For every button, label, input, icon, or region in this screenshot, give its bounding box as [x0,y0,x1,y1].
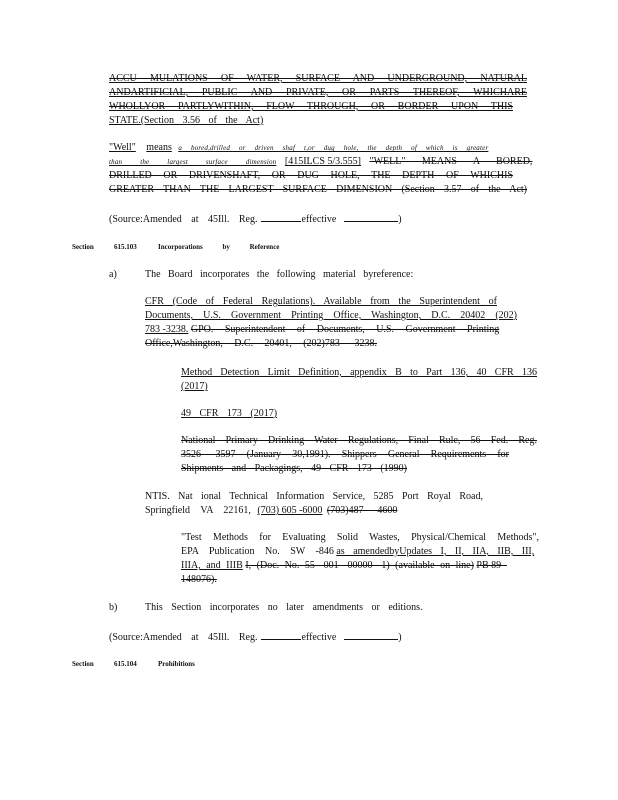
epa-line4: 148076). [181,574,217,585]
item-b-text: This Section incorporates no later amendments or editions. [145,602,423,613]
source-note-2-close: ) [398,632,402,643]
epa-publication: EPA Publication No. SW -846 [181,546,334,557]
ntis-new-phone: (703) 605 -6000 [257,505,323,516]
cfr-line2: Documents, U.S. Government Printing Office, Washington, D.C. 20402 (202) [145,310,517,321]
well-definition-part2: than the largest surface dimension [109,158,277,166]
ntis-line1: NTIS. Nat ional Technical Information Service, 5285 Port Royal Road, [145,491,483,502]
epa-line2 [181,545,541,559]
par1-line4: STATE.(Section 3.56 of the Act) [109,115,264,126]
statute-citation: [415ILCS 5/3.555] [284,156,361,167]
par2-line3: DRILLED OR DRIVENSHAFT, OR DUG HOLE, THE DEPTH OF WHICHIS [109,170,513,181]
epa-old-doc-number: I, (Doc. No. 55 -001 -00000 -1) (available on line) [245,560,474,571]
par2-line1 [109,141,549,155]
source-note-2-text: (Source:Amended at 45Ill. Reg. [109,632,258,643]
par2-line2 [109,155,533,169]
item-b-marker: b) [109,602,118,613]
epa-updates: as amendedbyUpdates I, II, IIA, IIB, III, [336,546,535,557]
cfr-phone: 783 -3238. [145,324,189,335]
gpo-old-address: GPO. Superintendent of Documents, U.S. Government Printing [190,324,500,335]
section-103-title: Incorporations by Reference [158,243,280,251]
source-note-1-text: (Source:Amended at 45Ill. Reg. [109,214,258,225]
item-a-text: The Board incorporates the following material byreference: [145,269,414,280]
register-blank-2 [261,629,301,640]
par1-line2: ANDARTIFICIAL, PUBLIC AND PRIVATE, OR PARTS THEREOF, WHICHARE [109,87,527,98]
epa-pb-number: PB 89 - [476,560,507,571]
par2-line4: GREATER THAN THE LARGEST SURFACE DIMENSION (Section 3.57 of the Act) [109,184,527,195]
cfr-line4: Office,Washington, D.C. 20401, (202)783 -3238. [145,338,377,349]
ntis-old-phone: (703)487 -4600 [326,505,398,516]
epa-line1: "Test Methods for Evaluating Solid Wastes, Physical/Chemical Methods", [181,532,539,543]
npdwr-line3: Shipments and Packagings, 49 CFR 173 (1990) [181,463,407,474]
cfr-line3 [145,323,505,337]
effective-label-2: effective [301,632,337,643]
well-means: means [146,142,172,153]
effective-label-1: effective [301,214,337,225]
source-note-2 [109,629,529,645]
source-note-1 [109,211,529,227]
cfr-49-173: 49 CFR 173 (2017) [181,408,278,419]
register-blank-1 [261,211,301,222]
item-a-marker: a) [109,269,117,280]
mdl-line1: Method Detection Limit Definition, appendix B to Part 136, 40 CFR 136 [181,367,537,378]
par1-line1: ACCU MULATIONS OF WATER, SURFACE AND UNDERGROUND, NATURAL [109,73,527,84]
npdwr-line1: National Primary Drinking Water Regulations, Final Rule, 56 Fed. Reg. [181,435,537,446]
npdwr-line2: 3526 -3597 (January 30,1991). Shippers General Requirements for [181,449,509,460]
epa-update-levels: IIIA, and IIIB [181,560,243,571]
ntis-line2 [145,504,505,518]
source-note-1-close: ) [398,214,402,225]
well-definition-part1: a bored,drilled or driven shaf t,or dug hole, the depth of which is greater [178,144,489,152]
cfr-line1: CFR (Code of Federal Regulations). Available from the Superintendent of [145,296,497,307]
effective-date-blank-2 [344,629,398,640]
well-old-definition-a: "WELL" MEANS A BORED, [369,156,533,167]
well-term: "Well" [109,142,136,153]
ntis-address: Springfield VA 22161, [145,505,251,516]
mdl-line2: (2017) [181,381,208,392]
section-103-label: Section [72,243,94,251]
effective-date-blank-1 [344,211,398,222]
section-104-label: Section [72,660,94,668]
par1-line3: WHOLLYOR PARTLYWITHIN, FLOW THROUGH, OR BORDER UPON THIS [109,101,513,112]
section-104-number: 615.104 [114,660,137,668]
section-104-title: Prohibitions [158,660,195,668]
epa-line3 [181,559,541,573]
section-103-number: 615.103 [114,243,137,251]
